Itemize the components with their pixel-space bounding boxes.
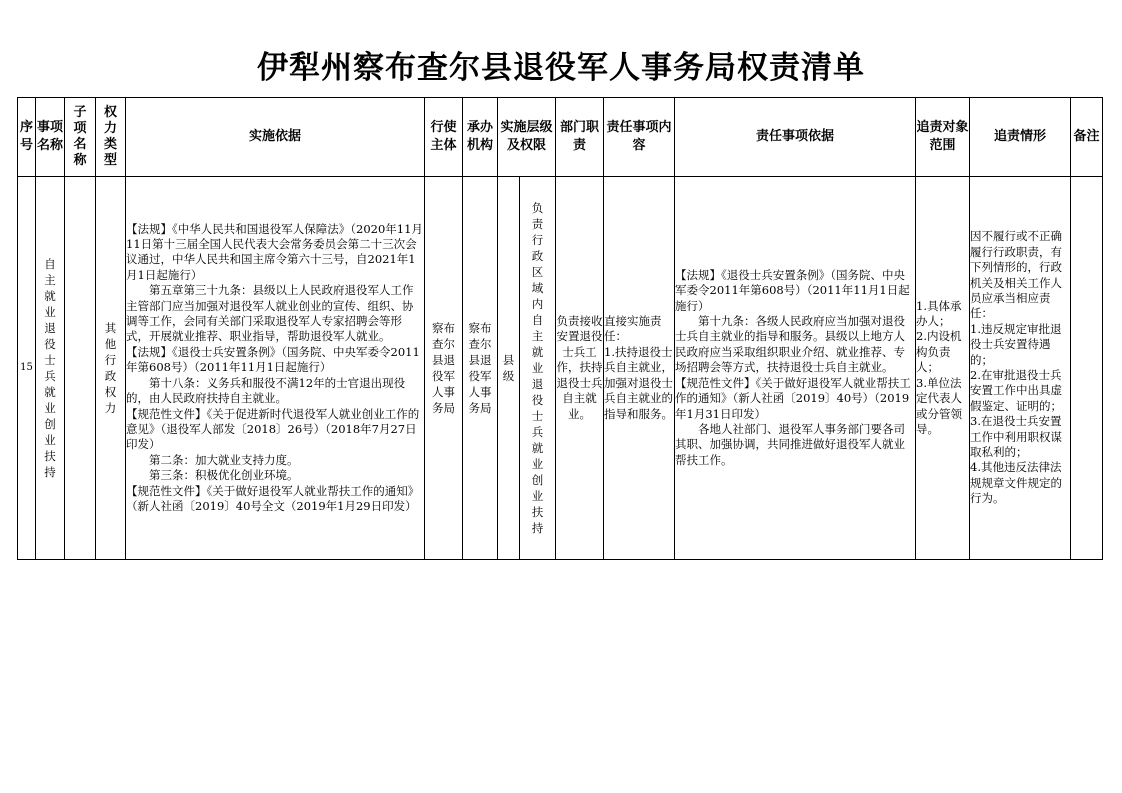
header-resp-basis: 责任事项依据 <box>675 98 916 177</box>
header-accountability-cases: 追责情形 <box>970 98 1071 177</box>
scope-item: 3.单位法定代表人或分管领导。 <box>916 375 963 436</box>
case-item: 4.其他违反法律法规规章文件规定的行为。 <box>970 460 1063 506</box>
basis-paragraph: 【法规】《中华人民共和国退役军人保障法》（2020年11月11日第十三届全国人民代表大会常务委员会第二十三次会议通过，中华人民共和国主席令第六十三号，自2021年1月1日起施行） <box>126 221 423 282</box>
cell-level-name: 县级 <box>498 177 520 560</box>
table-header-row <box>18 98 1103 177</box>
header-sub-item-name: 子项名称 <box>65 98 96 177</box>
scope-item: 1.具体承办人； <box>916 298 962 329</box>
header-level: 实施层级及权限 <box>498 98 556 177</box>
case-item: 2.在审批退役士兵安置工作中出具虚假鉴定、证明的； <box>970 368 1063 413</box>
header-dept-duty: 部门职责 <box>556 98 604 177</box>
table-row <box>18 177 1103 560</box>
basis-paragraph: 【法规】《退役士兵安置条例》（国务院、中央军委令2011年第608号）（2011年11月1日起施行） <box>126 344 420 375</box>
basis-paragraph: 第二条：加大就业支持力度。 <box>149 452 299 467</box>
header-item-name: 事项名称 <box>36 98 65 177</box>
cell-resp-content <box>604 177 675 560</box>
basis-paragraph: 【规范性文件】《关于促进新时代退役军人就业创业工作的意见》（退役军人部发〔2018〕26号）（2018年7月27日印发） <box>126 406 420 452</box>
resp-basis-paragraph: 【规范性文件】《关于做好退役军人就业帮扶工作的通知》（新人社函〔2019〕40号）（2019年1月31日印发） <box>675 375 911 421</box>
resp-basis-paragraph: 各地人社部门、退役军人事务部门要各司其职、加强协调，共同推进做好退役军人就业帮扶工作。 <box>675 421 906 467</box>
cell-remarks <box>1071 177 1103 560</box>
cell-power-type: 其他行政权力 <box>96 177 126 560</box>
resp-basis-paragraph: 第十九条：各级人民政府应当加强对退役士兵自主就业的指导和服务。县级以上地方人民政府应当采取组织职业介绍、就业推荐、专场招聘会等方式，扶持退役士兵自主就业。 <box>675 314 906 375</box>
cell-accountability-scope <box>916 177 970 560</box>
cell-seq: 15 <box>18 177 36 560</box>
responsibility-table <box>17 97 1103 560</box>
header-power-type: 权力类型 <box>96 98 126 177</box>
resp-content-paragraph: 1.扶持退役士兵自主就业，加强对退役士兵自主就业的指导和服务。 <box>604 344 674 421</box>
header-handling-agency: 承办机构 <box>463 98 498 177</box>
resp-basis-paragraph: 【法规】《退役士兵安置条例》（国务院、中央军委令2011年第608号）（2011年11月1日起施行） <box>675 267 910 313</box>
basis-paragraph: 第十八条：义务兵和服役不满12年的士官退出现役的，由人民政府扶持自主就业。 <box>126 375 406 406</box>
case-item: 1.违反规定审批退役士兵安置待遇的； <box>970 321 1062 367</box>
cell-sub-item-name <box>65 177 96 560</box>
scope-item: 2.内设机构负责人； <box>916 329 962 375</box>
cell-basis <box>126 177 425 560</box>
header-resp-content: 责任事项内容 <box>604 98 675 177</box>
cell-handling-agency: 察布查尔县退役军人事务局 <box>463 177 498 560</box>
case-item: 3.在退役士兵安置工作中利用职权谋取私利的； <box>970 414 1063 460</box>
cell-dept-duty: 负责接收安置退役士兵工作，扶持退役士兵自主就业。 <box>556 177 604 560</box>
case-item: 因不履行或不正确履行行政职责，有下列情形的，行政机关及相关工作人员应承当相应责任： <box>970 229 1063 321</box>
cell-item-name: 自主就业退役士兵就业创业扶持 <box>36 177 65 560</box>
cell-exercising-subject: 察布查尔县退役军人事务局 <box>425 177 463 560</box>
cell-accountability-cases <box>970 177 1071 560</box>
header-remarks: 备注 <box>1071 98 1103 177</box>
header-basis: 实施依据 <box>126 98 425 177</box>
basis-paragraph: 【规范性文件】《关于做好退役军人就业帮扶工作的通知》（新人社函〔2019〕40号全文（2019年1月29日印发） <box>126 483 420 513</box>
header-seq: 序号 <box>18 98 36 177</box>
cell-resp-basis <box>675 177 916 560</box>
cell-level-scope: 负责行政区域内自主就业退役士兵就业创业扶持 <box>520 177 556 560</box>
resp-content-paragraph: 直接实施责任： <box>604 314 662 344</box>
header-accountability-scope: 追责对象范围 <box>916 98 970 177</box>
basis-paragraph: 第五章第三十九条：县级以上人民政府退役军人工作主管部门应当加强对退役军人就业创业的宣传、组织、协调等工作，会同有关部门采取退役军人专家招聘会等形式，开展就业推荐、职业指导，帮助退役军人就业。 <box>126 283 414 344</box>
basis-paragraph: 第三条：积极优化创业环境。 <box>149 468 299 483</box>
document-title: 伊犁州察布查尔县退役军人事务局权责清单 <box>257 50 865 86</box>
header-exercising-subject: 行使主体 <box>425 98 463 177</box>
